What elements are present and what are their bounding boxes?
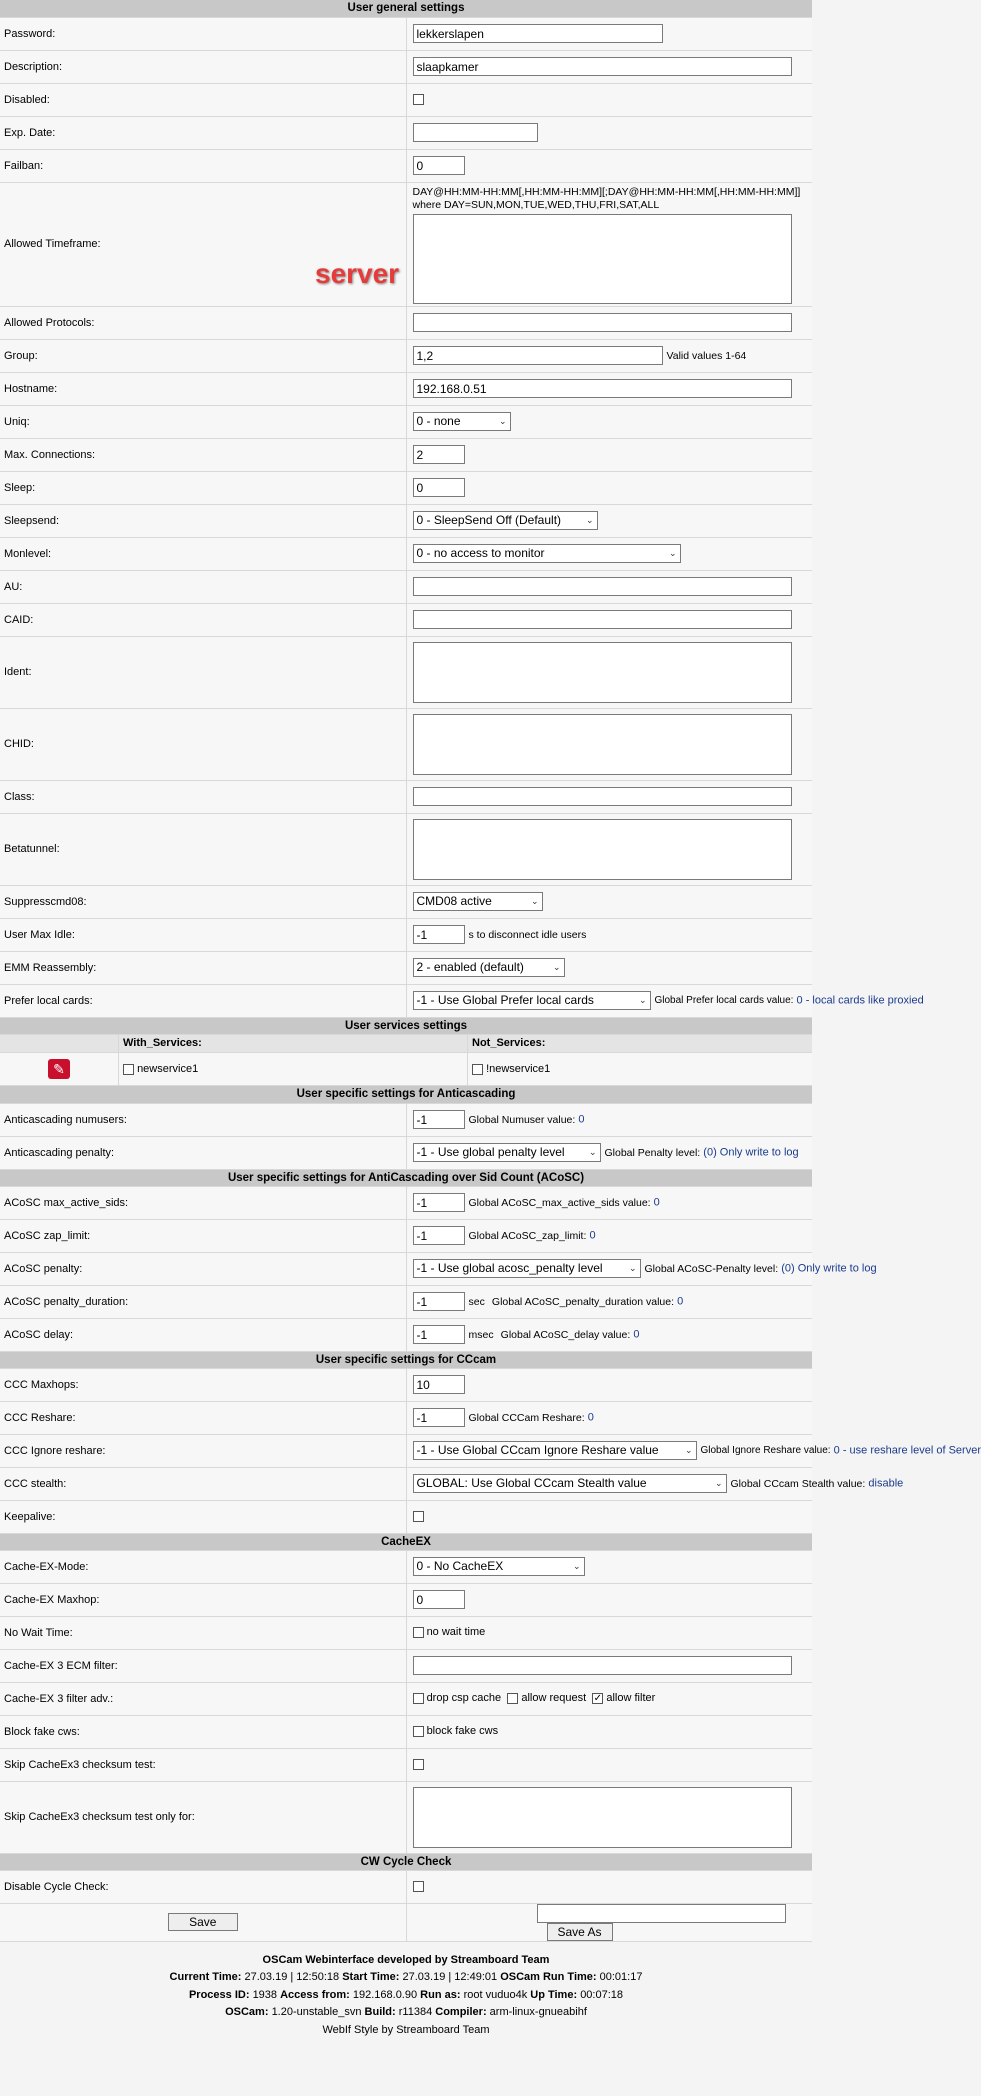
acosc-maxsids-input[interactable] [413, 1193, 465, 1212]
group-hint: Valid values 1-64 [666, 349, 747, 362]
prefer-select-value: -1 - Use Global Prefer local cards [416, 993, 594, 1007]
with-service-checkbox[interactable] [123, 1064, 134, 1075]
emm-label: EMM Reassembly: [0, 951, 406, 984]
row-acosc-maxsids [0, 1186, 812, 1219]
acosc-zap-hint: Global ACoSC_zap_limit: [468, 1229, 587, 1242]
chevron-down-icon: ⌄ [530, 896, 539, 906]
section-header-general: User general settings [0, 0, 812, 17]
footer-style: WebIf Style by Streamboard Team [322, 2023, 490, 2036]
access-label: Access from: [280, 1988, 350, 2001]
ident-label: Ident: [0, 636, 406, 708]
uniq-label: Uniq: [0, 405, 406, 438]
row-acosc-penalty [0, 1252, 812, 1285]
chevron-down-icon: ⌄ [668, 548, 677, 558]
start-time: 27.03.19 | 12:49:01 [402, 1971, 498, 1983]
ccc-ignore-select[interactable] [413, 1441, 697, 1460]
row-monlevel [0, 537, 812, 570]
acosc-zap-label: ACoSC zap_limit: [0, 1219, 406, 1252]
monlevel-select-value: 0 - no access to monitor [416, 546, 545, 560]
timeframe-format-hint: DAY@HH:MM-HH:MM[,HH:MM-HH:MM][;DAY@HH:MM-HH:MM[,HH:MM-HH:MM]] [412, 185, 801, 198]
with-service-label: newservice1 [137, 1063, 199, 1076]
section-header-services: User services settings [0, 1017, 812, 1034]
row-class [0, 780, 812, 813]
caid-label: CAID: [0, 603, 406, 636]
row-cex-mode [0, 1550, 812, 1583]
ident-textarea[interactable] [413, 642, 792, 703]
row-emm [0, 951, 812, 984]
footer-build [0, 2004, 812, 2022]
acosc-delay-label: ACoSC delay: [0, 1318, 406, 1351]
row-chid [0, 708, 812, 780]
compiler-label: Compiler: [435, 2006, 487, 2018]
section-header-anticascading: User specific settings for Anticascading [0, 1086, 812, 1103]
row-prefer [0, 984, 812, 1017]
cex-maxhop-input[interactable] [413, 1590, 465, 1609]
access: 192.168.0.90 [352, 1988, 418, 2001]
footer-credit: OSCam Webinterface developed by Streamboard Team [262, 1953, 550, 1966]
row-cex-skiponly [0, 1781, 812, 1853]
row-cex-maxhop [0, 1583, 812, 1616]
ac-penalty-select[interactable] [413, 1143, 601, 1162]
emm-select[interactable] [413, 958, 565, 977]
maxconn-label: Max. Connections: [0, 438, 406, 471]
watermark-text: server [315, 258, 400, 289]
acosc-zap-input[interactable] [413, 1226, 465, 1245]
failban-label: Failban: [0, 149, 406, 182]
services-empty-header [0, 1035, 119, 1053]
sleepsend-select[interactable] [413, 511, 598, 530]
row-betatunnel [0, 813, 812, 885]
acosc-maxsids-label: ACoSC max_active_sids: [0, 1186, 406, 1219]
not-service-label: !newservice1 [486, 1063, 551, 1076]
class-label: Class: [0, 780, 406, 813]
acosc-delay-hint: Global ACoSC_delay value: [500, 1328, 631, 1341]
betatunnel-textarea[interactable] [413, 819, 792, 880]
start-time-label: Start Time: [342, 1971, 400, 1983]
section-header-cccam: User specific settings for CCcam [0, 1351, 812, 1368]
acosc-delay-input[interactable] [413, 1325, 465, 1344]
ccc-stealth-global: disable [868, 1477, 904, 1490]
group-label: Group: [0, 339, 406, 372]
cex-adv-label: Cache-EX 3 filter adv.: [0, 1682, 406, 1715]
chevron-down-icon: ⌄ [588, 1147, 597, 1157]
cex-skiponly-label: Skip CacheEx3 checksum test only for: [0, 1781, 406, 1853]
footer-process [0, 1987, 812, 2005]
hostname-label: Hostname: [0, 372, 406, 405]
runas-label: Run as: [420, 1988, 461, 2001]
not-service-checkbox[interactable] [472, 1064, 483, 1075]
cycle-disable-checkbox[interactable] [413, 1881, 424, 1892]
ccc-ignore-label: CCC Ignore reshare: [0, 1434, 406, 1467]
not-services-header: Not_Services: [468, 1035, 813, 1053]
ccc-ignore-hint: Global Ignore Reshare value: [700, 1445, 831, 1456]
prefer-label: Prefer local cards: [0, 984, 406, 1017]
chevron-down-icon: ⌄ [684, 1445, 693, 1455]
row-protocols [0, 306, 812, 339]
row-caid [0, 603, 812, 636]
ccc-maxhops-input[interactable] [413, 1375, 465, 1394]
uptime-label: Up Time: [530, 1988, 578, 2001]
password-input[interactable] [413, 24, 663, 43]
ccc-keepalive-label: Keepalive: [0, 1500, 406, 1533]
row-description [0, 50, 812, 83]
au-input[interactable] [413, 577, 792, 596]
services-row [0, 1053, 812, 1086]
row-acosc-delay [0, 1318, 812, 1351]
save-button[interactable]: Save [168, 1913, 238, 1931]
acosc-duration-hint: Global ACoSC_penalty_duration value: [491, 1295, 675, 1308]
acosc-maxsids-global: 0 [653, 1196, 660, 1209]
chevron-down-icon: ⌄ [552, 962, 561, 972]
current-time: 27.03.19 | 12:50:18 [244, 1971, 340, 1983]
failban-input[interactable] [413, 156, 465, 175]
row-cex-nowait [0, 1616, 812, 1649]
timeframe-label: Allowed Timeframe: [0, 182, 406, 306]
prefer-hint: Global Prefer local cards value: [654, 995, 794, 1006]
row-acosc-zap [0, 1219, 812, 1252]
saveas-button[interactable]: Save As [547, 1923, 613, 1941]
acosc-maxsids-hint: Global ACoSC_max_active_sids value: [468, 1196, 651, 1209]
maxidle-label: User Max Idle: [0, 918, 406, 951]
sleepsend-select-value: 0 - SleepSend Off (Default) [416, 513, 562, 527]
ac-numusers-input[interactable] [413, 1110, 465, 1129]
chevron-down-icon: ⌄ [628, 1263, 637, 1273]
group-input[interactable] [413, 346, 663, 365]
monlevel-select[interactable] [413, 544, 681, 563]
acosc-penalty-global: (0) Only write to log [781, 1262, 877, 1275]
runtime-label: OSCam Run Time: [500, 1971, 597, 1983]
chevron-down-icon: ⌄ [572, 1561, 581, 1571]
ccc-reshare-label: CCC Reshare: [0, 1401, 406, 1434]
row-ccc-reshare [0, 1401, 812, 1434]
row-ccc-ignore [0, 1434, 812, 1467]
row-cex-skip [0, 1748, 812, 1781]
timeframe-day-hint: where DAY=SUN,MON,TUE,WED,THU,FRI,SAT,ALL [412, 198, 660, 211]
ac-penalty-global: (0) Only write to log [703, 1146, 799, 1159]
class-input[interactable] [413, 787, 792, 806]
cex-allowreq-text: allow request [521, 1692, 587, 1705]
acosc-duration-unit: sec [468, 1295, 485, 1308]
chevron-down-icon: ⌄ [585, 515, 594, 525]
chid-label: CHID: [0, 708, 406, 780]
disabled-checkbox[interactable] [413, 94, 424, 105]
host: vuduo4k [485, 1988, 528, 2001]
row-timeframe [0, 182, 812, 306]
runtime: 00:01:17 [599, 1971, 643, 1983]
ac-numusers-global: 0 [578, 1113, 585, 1126]
monlevel-label: Monlevel: [0, 537, 406, 570]
prefer-select[interactable] [413, 991, 651, 1010]
cex-fake-label: Block fake cws: [0, 1715, 406, 1748]
acosc-delay-global: 0 [633, 1328, 640, 1341]
ccc-maxhops-label: CCC Maxhops: [0, 1368, 406, 1401]
ac-penalty-select-value: -1 - Use global penalty level [416, 1145, 565, 1159]
protocols-label: Allowed Protocols: [0, 306, 406, 339]
acosc-duration-input[interactable] [413, 1292, 465, 1311]
maxconn-input[interactable] [413, 445, 465, 464]
current-time-label: Current Time: [169, 1971, 242, 1983]
ccc-stealth-label: CCC stealth: [0, 1467, 406, 1500]
footer-times [0, 1969, 812, 1987]
betatunnel-label: Betatunnel: [0, 813, 406, 885]
cex-nowait-label: No Wait Time: [0, 1616, 406, 1649]
acosc-penalty-select-value: -1 - Use global acosc_penalty level [416, 1261, 603, 1275]
acosc-penalty-select[interactable] [413, 1259, 641, 1278]
row-sleepsend [0, 504, 812, 537]
row-disabled [0, 83, 812, 116]
row-ident [0, 636, 812, 708]
ac-numusers-hint: Global Numuser value: [468, 1113, 576, 1126]
row-cex-adv [0, 1682, 812, 1715]
suppress-label: Suppresscmd08: [0, 885, 406, 918]
section-header-cacheex: CacheEX [0, 1533, 812, 1550]
build-label: Build: [364, 2006, 396, 2018]
cex-nowait-text: no wait time [426, 1626, 486, 1639]
row-acosc-duration [0, 1285, 812, 1318]
ac-penalty-hint: Global Penalty level: [604, 1146, 701, 1159]
uniq-select[interactable] [413, 412, 511, 431]
row-expdate [0, 116, 812, 149]
emm-select-value: 2 - enabled (default) [416, 960, 524, 974]
row-ccc-stealth [0, 1467, 812, 1500]
cex-allowfilter-text: allow filter [606, 1692, 656, 1705]
timeframe-textarea[interactable] [413, 214, 792, 304]
description-input[interactable] [413, 57, 792, 76]
maxidle-hint: s to disconnect idle users [468, 928, 587, 941]
services-table [0, 1035, 812, 1087]
saveas-input[interactable] [537, 1904, 786, 1923]
suppress-select[interactable] [413, 892, 543, 911]
cex-allowreq-checkbox[interactable] [507, 1693, 518, 1704]
section-header-cycle: CW Cycle Check [0, 1853, 812, 1870]
row-buttons [0, 1903, 812, 1941]
ccc-stealth-hint: Global CCcam Stealth value: [730, 1477, 866, 1490]
ccc-ignore-global: 0 - use reshare level of Server [833, 1444, 981, 1457]
ccc-stealth-select-value: GLOBAL: Use Global CCcam Stealth value [416, 1476, 647, 1490]
suppress-select-value: CMD08 active [416, 894, 492, 908]
oscam-label: OSCam: [225, 2006, 269, 2018]
acosc-delay-unit: msec [468, 1328, 494, 1341]
cex-nowait-checkbox[interactable] [413, 1627, 424, 1638]
oscam-version: 1.20-unstable_svn [271, 2006, 362, 2018]
chevron-down-icon: ⌄ [638, 995, 647, 1005]
ccc-reshare-global: 0 [587, 1411, 594, 1424]
chid-textarea[interactable] [413, 714, 792, 775]
cycle-disable-label: Disable Cycle Check: [0, 1870, 406, 1903]
acosc-penalty-hint: Global ACoSC-Penalty level: [644, 1262, 779, 1275]
checkmark-icon: ✓ [593, 1693, 602, 1705]
disabled-label: Disabled: [0, 83, 406, 116]
chevron-down-icon: ⌄ [714, 1478, 723, 1488]
acosc-duration-label: ACoSC penalty_duration: [0, 1285, 406, 1318]
sleep-label: Sleep: [0, 471, 406, 504]
row-maxconn [0, 438, 812, 471]
cex-skip-checkbox[interactable] [413, 1759, 424, 1770]
settings-table-2 [0, 1086, 981, 1942]
with-services-header: With_Services: [119, 1035, 468, 1053]
row-maxidle [0, 918, 812, 951]
cex-skiponly-textarea[interactable] [413, 1787, 792, 1848]
description-label: Description: [0, 50, 406, 83]
row-hostname [0, 372, 812, 405]
row-cycle-disable [0, 1870, 812, 1903]
caid-input[interactable] [413, 610, 792, 629]
cex-mode-select[interactable] [413, 1557, 585, 1576]
cex-mode-select-value: 0 - No CacheEX [416, 1559, 504, 1573]
chevron-down-icon: ⌄ [498, 416, 507, 426]
runas: root [463, 1988, 483, 2001]
uptime: 00:07:18 [580, 1988, 624, 2001]
hostname-input[interactable] [413, 379, 792, 398]
row-group [0, 339, 812, 372]
uniq-select-value: 0 - none [416, 414, 461, 428]
row-ccc-keepalive [0, 1500, 812, 1533]
au-label: AU: [0, 570, 406, 603]
row-ac-numusers [0, 1103, 812, 1136]
cex-ecm-input[interactable] [413, 1656, 792, 1675]
compiler: arm-linux-gnueabihf [489, 2006, 587, 2018]
acosc-penalty-label: ACoSC penalty: [0, 1252, 406, 1285]
row-password [0, 17, 812, 50]
cex-fake-text: block fake cws [426, 1725, 499, 1738]
cex-ecm-label: Cache-EX 3 ECM filter: [0, 1649, 406, 1682]
acosc-zap-global: 0 [589, 1229, 596, 1242]
cex-fake-checkbox[interactable] [413, 1726, 424, 1737]
settings-table [0, 0, 924, 1035]
section-header-acosc: User specific settings for AntiCascading over Sid Count (ACoSC) [0, 1169, 812, 1186]
prefer-global-value: 0 - local cards like proxied [796, 994, 924, 1007]
password-label: Password: [0, 17, 406, 50]
cex-mode-label: Cache-EX-Mode: [0, 1550, 406, 1583]
expdate-label: Exp. Date: [0, 116, 406, 149]
cex-maxhop-label: Cache-EX Maxhop: [0, 1583, 406, 1616]
services-header-row [0, 1035, 812, 1053]
acosc-duration-global: 0 [677, 1295, 684, 1308]
pid: 1938 [252, 1988, 278, 2001]
ccc-stealth-select[interactable] [413, 1474, 727, 1493]
cex-skip-label: Skip CacheEx3 checksum test: [0, 1748, 406, 1781]
cex-drop-checkbox[interactable] [413, 1693, 424, 1704]
row-failban [0, 149, 812, 182]
sleepsend-label: Sleepsend: [0, 504, 406, 537]
ac-numusers-label: Anticascading numusers: [0, 1103, 406, 1136]
row-au [0, 570, 812, 603]
row-sleep [0, 471, 812, 504]
sleep-input[interactable] [413, 478, 465, 497]
row-cex-ecm [0, 1649, 812, 1682]
cex-allowfilter-checkbox[interactable] [592, 1693, 603, 1704]
row-ac-penalty [0, 1136, 812, 1169]
ccc-ignore-select-value: -1 - Use Global CCcam Ignore Reshare value [416, 1443, 659, 1457]
row-uniq [0, 405, 812, 438]
build: r11384 [398, 2006, 433, 2018]
pid-label: Process ID: [188, 1988, 250, 2001]
ccc-reshare-hint: Global CCCam Reshare: [468, 1411, 585, 1424]
edit-pencil-icon[interactable]: ✎ [48, 1059, 70, 1079]
protocols-input[interactable] [413, 313, 792, 332]
ccc-keepalive-checkbox[interactable] [413, 1511, 424, 1522]
maxidle-input[interactable] [413, 925, 465, 944]
expdate-input[interactable] [413, 123, 538, 142]
cex-drop-text: drop csp cache [426, 1692, 502, 1705]
row-ccc-maxhops [0, 1368, 812, 1401]
ac-penalty-label: Anticascading penalty: [0, 1136, 406, 1169]
ccc-reshare-input[interactable] [413, 1408, 465, 1427]
footer [0, 1942, 812, 2040]
row-suppress [0, 885, 812, 918]
row-cex-fake [0, 1715, 812, 1748]
